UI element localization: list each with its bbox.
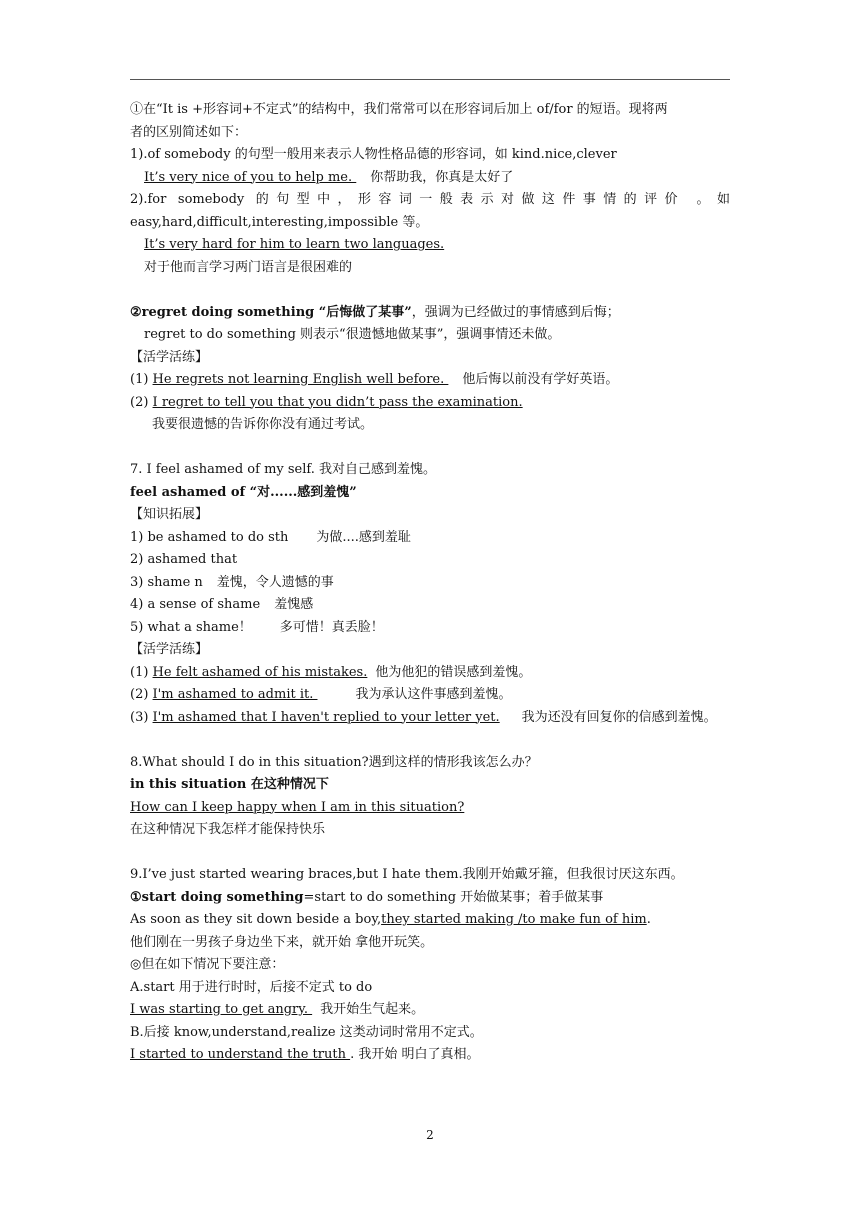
sec2-practice-heading: 【活学活练】 [130,349,209,365]
sec9-note: ◎但在如下情况下要注意： [130,957,285,972]
sec7-item-4 [130,594,730,617]
sec8-translation: 在这种情况下我怎样才能保持快乐 [130,822,326,837]
sec7-example-3-cn: 我为还没有回复你的信感到羞愧。 [521,709,717,725]
item-translation: 多可惜！真丢脸！ [279,619,384,635]
sec1-point2-line1: 2).for somebody 的句型中，形容词一般表示对做这件事情的评价 。如 [130,192,730,207]
sec2-example-1-en: He regrets not learning English well before. [152,372,449,387]
page-content [130,99,730,1067]
sec2-example-1 [130,369,730,392]
page-number: 2 [426,1128,434,1142]
item-term: 3) shame n [130,574,203,590]
example-number: (2) [130,394,153,410]
sec1-intro-line2: 者的区别简述如下： [130,124,248,140]
item-term: 5) what a shame！ [130,619,252,635]
sec9-case-a-translation: 我开始生气起来。 [320,1002,425,1017]
sec2-line2: regret to do something 则表示“很遗憾地做某事”，强调事情还未做。 [144,327,561,342]
sec7-item-5 [130,617,730,640]
sec7-item-2 [130,549,730,572]
sec7-example-1 [130,662,730,685]
sec7-example-2-cn: 我为承认这件事感到羞愧。 [355,687,512,702]
sec2-example-1-cn: 他后悔以前没有学好英语。 [462,372,619,387]
sec2-example-2-cn: 我要很遗憾的告诉你你没有通过考试。 [152,417,374,432]
sec9-example-underlined: they started making /to make fun of him [381,912,647,927]
item-term: 1) be ashamed to do sth [130,529,289,545]
sec9-rule-rest: =start to do something 开始做某事；着手做某事 [303,889,604,905]
sec1-point1-translation: 你帮助我，你真是太好了 [370,169,514,185]
sec2-example-2-en: I regret to tell you that you didn’t pass the examination. [152,394,523,410]
sec7-example-3 [130,707,730,730]
sec1-point1-example-line [130,167,730,190]
sec9-rule-line [130,887,730,910]
sec2-title: ②regret doing something “后悔做了某事” [130,304,412,320]
item-translation: 羞愧，令人遗憾的事 [216,574,334,590]
sec2-title-rest: ，强调为已经做过的事情感到后悔； [411,304,620,320]
sec7-item-1 [130,527,730,550]
example-number: (1) [130,372,153,387]
sec7-example-2 [130,684,730,707]
sec1-point2-translation: 对于他而言学习两门语言是很困难的 [144,259,353,275]
item-term: 4) a sense of shame [130,597,261,612]
sec7-phrase-line [130,482,730,505]
sec8-example: How can I keep happy when I am in this situation? [130,799,465,815]
sec9-example-line [130,909,730,932]
item-translation: 羞愧感 [274,597,314,612]
example-number: (2) [130,687,153,702]
sec7-example-1-cn: 他为他犯的错误感到羞愧。 [375,664,532,680]
sec9-case-a: A.start 用于进行时时，后接不定式 to do [130,979,373,995]
sec9-case-b-translation: . 我开始 明白了真相。 [350,1047,480,1062]
sec9-case-b-example-line [130,1044,730,1067]
sec7-example-2-en: I'm ashamed to admit it. [152,687,318,702]
example-number: (3) [130,709,153,725]
sec8-example-line [130,797,730,820]
sec8-phrase: in this situation 在这种情况下 [130,777,329,792]
sec1-point1: 1).of somebody 的句型一般用来表示人物性格品德的形容词，如 kind.nice,clever [130,147,617,162]
sec2-example-2 [130,392,730,415]
sec9-example-translation: 他们刚在一男孩子身边坐下来，就开始 拿他开玩笑。 [130,934,434,950]
sec9-case-b: B.后接 know,understand,realize 这类动词时常用不定式。 [130,1024,483,1040]
sec7-expand-heading: 【知识拓展】 [130,507,209,522]
item-term: 2) ashamed that [130,552,238,567]
sec2-title-line [130,302,730,325]
sec9-example-pre: As soon as they sit down beside a boy, [130,912,382,927]
sec9-case-a-example: I was starting to get angry. [130,1002,313,1017]
header-rule [130,79,730,80]
sec9-rule: ①start doing something [130,889,304,905]
sec7-example-1-en: He felt ashamed of his mistakes. [152,664,368,680]
sec9-example-post: . [646,912,651,927]
item-translation: 为做....感到羞耻 [316,529,411,545]
sec8-phrase-line [130,774,730,797]
sec7-phrase: feel ashamed of “对......感到羞愧” [130,484,357,500]
sec9-heading: 9.I’ve just started wearing braces,but I hate them.我刚开始戴牙箍，但我很讨厌这东西。 [130,867,684,882]
sec7-heading: 7. I feel ashamed of my self. 我对自己感到羞愧。 [130,462,437,477]
sec1-intro-line1: ①在“It is +形容词+不定式”的结构中，我们常常可以在形容词后加上 of/for 的短语。现将两 [130,102,668,117]
sec7-practice-heading: 【活学活练】 [130,642,209,657]
example-number: (1) [130,664,153,680]
sec1-point2-example: It’s very hard for him to learn two languages. [144,237,445,252]
sec9-case-b-example: I started to understand the truth [130,1047,351,1062]
sec1-point2-example-line [130,234,730,257]
sec1-point1-example: It’s very nice of you to help me. [144,169,357,185]
sec9-case-a-example-line [130,999,730,1022]
sec1-point2-line2: easy,hard,difficult,interesting,impossible 等。 [130,214,429,230]
sec8-heading: 8.What should I do in this situation?遇到这样的情形我该怎么办？ [130,754,538,770]
sec7-item-3 [130,572,730,595]
sec7-example-3-en: I'm ashamed that I haven't replied to your letter yet. [152,709,500,725]
